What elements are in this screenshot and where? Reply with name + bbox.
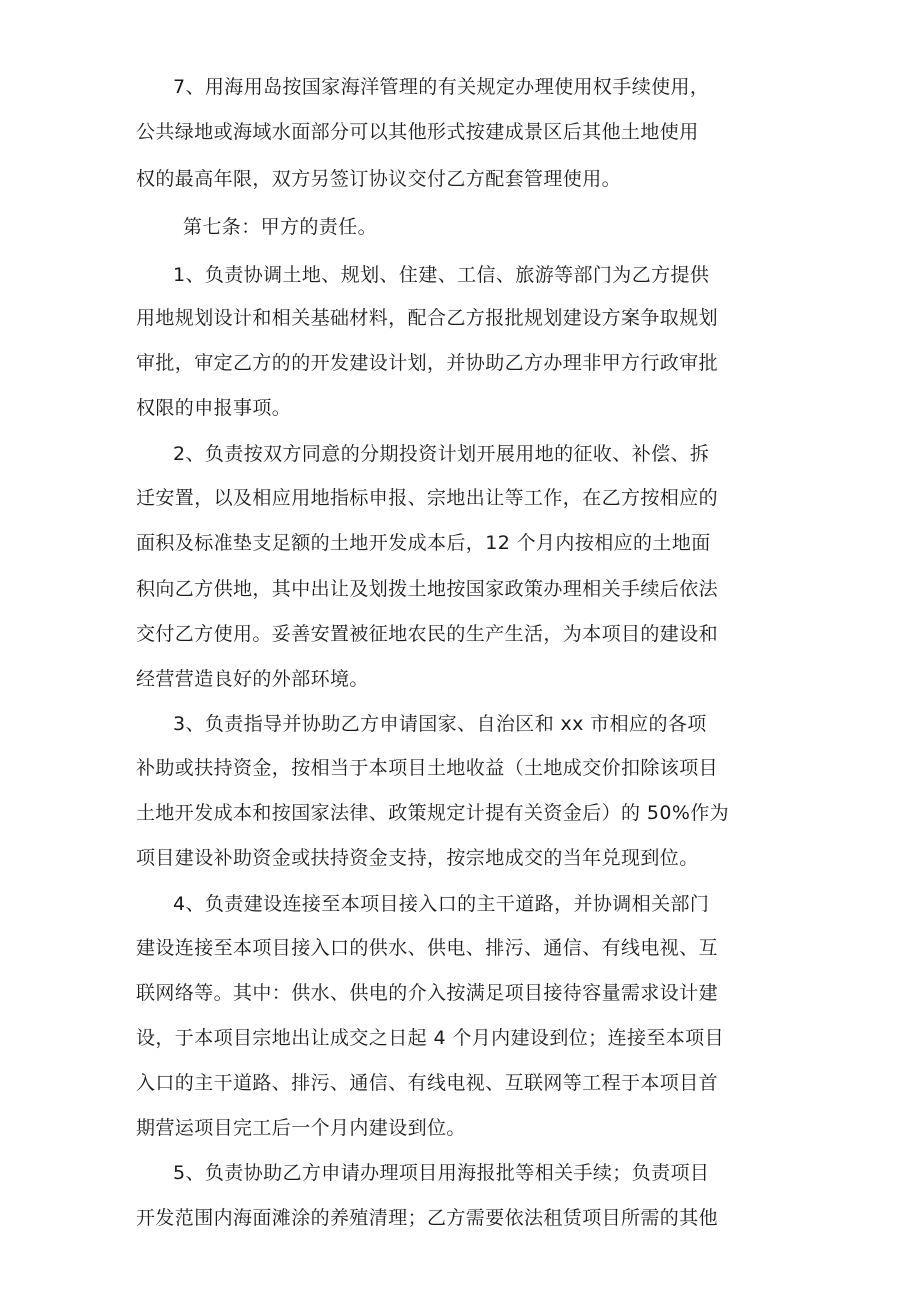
item-2-line-2: 迁安置，以及相应用地指标申报、宗地出让等工作，在乙方按相应的 [136, 487, 719, 509]
item-4-line-6: 期营运项目完工后一个月内建设到位。 [136, 1117, 466, 1139]
item-2-line-3: 面积及标准垫支足额的土地开发成本后，12 个月内按相应的土地面 [136, 532, 711, 554]
item-3-line-1: 3、负责指导并协助乙方申请国家、自治区和 xx 市相应的各项 [173, 713, 707, 735]
item-4-line-2: 建设连接至本项目接入口的供水、供电、排污、通信、有线电视、互 [136, 937, 719, 959]
item-1-line-2: 用地规划设计和相关基础材料，配合乙方报批规划建设方案争取规划 [136, 307, 719, 329]
item-2-line-1: 2、负责按双方同意的分期投资计划开展用地的征收、补偿、拆 [173, 443, 710, 465]
item-2-line-4: 积向乙方供地，其中出让及划拨土地按国家政策办理相关手续后依法 [136, 578, 719, 600]
item-3-line-2: 补助或扶持资金，按相当于本项目土地收益（土地成交价扣除该项目 [136, 757, 719, 779]
item-1-line-4: 权限的申报事项。 [136, 397, 292, 419]
item-2-line-6: 经营营造良好的外部环境。 [136, 668, 369, 690]
item-3-line-3: 土地开发成本和按国家法律、政策规定计提有关资金后）的 50%作为 [136, 802, 730, 824]
item-4-line-1: 4、负责建设连接至本项目接入口的主干道路，并协调相关部门 [173, 893, 710, 915]
item-3-line-4: 项目建设补助资金或扶持资金支持，按宗地成交的当年兑现到位。 [136, 847, 699, 869]
item-1-line-3: 审批，审定乙方的的开发建设计划，并协助乙方办理非甲方行政审批 [136, 352, 719, 374]
item-4-line-4: 设，于本项目宗地出让成交之日起 4 个月内建设到位；连接至本项目 [136, 1027, 724, 1049]
paragraph-7-line-3: 权的最高年限，双方另签订协议交付乙方配套管理使用。 [136, 168, 622, 190]
item-5-line-2: 开发范围内海面滩涂的养殖清理；乙方需要依法租赁项目所需的其他 [136, 1207, 719, 1229]
paragraph-7-line-1: 7、用海用岛按国家海洋管理的有关规定办理使用权手续使用， [173, 76, 710, 98]
item-4-line-5: 入口的主干道路、排污、通信、有线电视、互联网等工程于本项目首 [136, 1072, 719, 1094]
item-1-line-1: 1、负责协调土地、规划、住建、工信、旅游等部门为乙方提供 [173, 264, 710, 286]
item-2-line-5: 交付乙方使用。妥善安置被征地农民的生产生活，为本项目的建设和 [136, 623, 719, 645]
item-5-line-1: 5、负责协助乙方申请办理项目用海报批等相关手续；负责项目 [173, 1162, 710, 1184]
item-4-line-3: 联网络等。其中：供水、供电的介入按满足项目接待容量需求设计建 [136, 982, 719, 1004]
paragraph-7-line-2: 公共绿地或海域水面部分可以其他形式按建成景区后其他土地使用 [136, 121, 699, 143]
article-7-heading: 第七条：甲方的责任。 [183, 216, 378, 238]
